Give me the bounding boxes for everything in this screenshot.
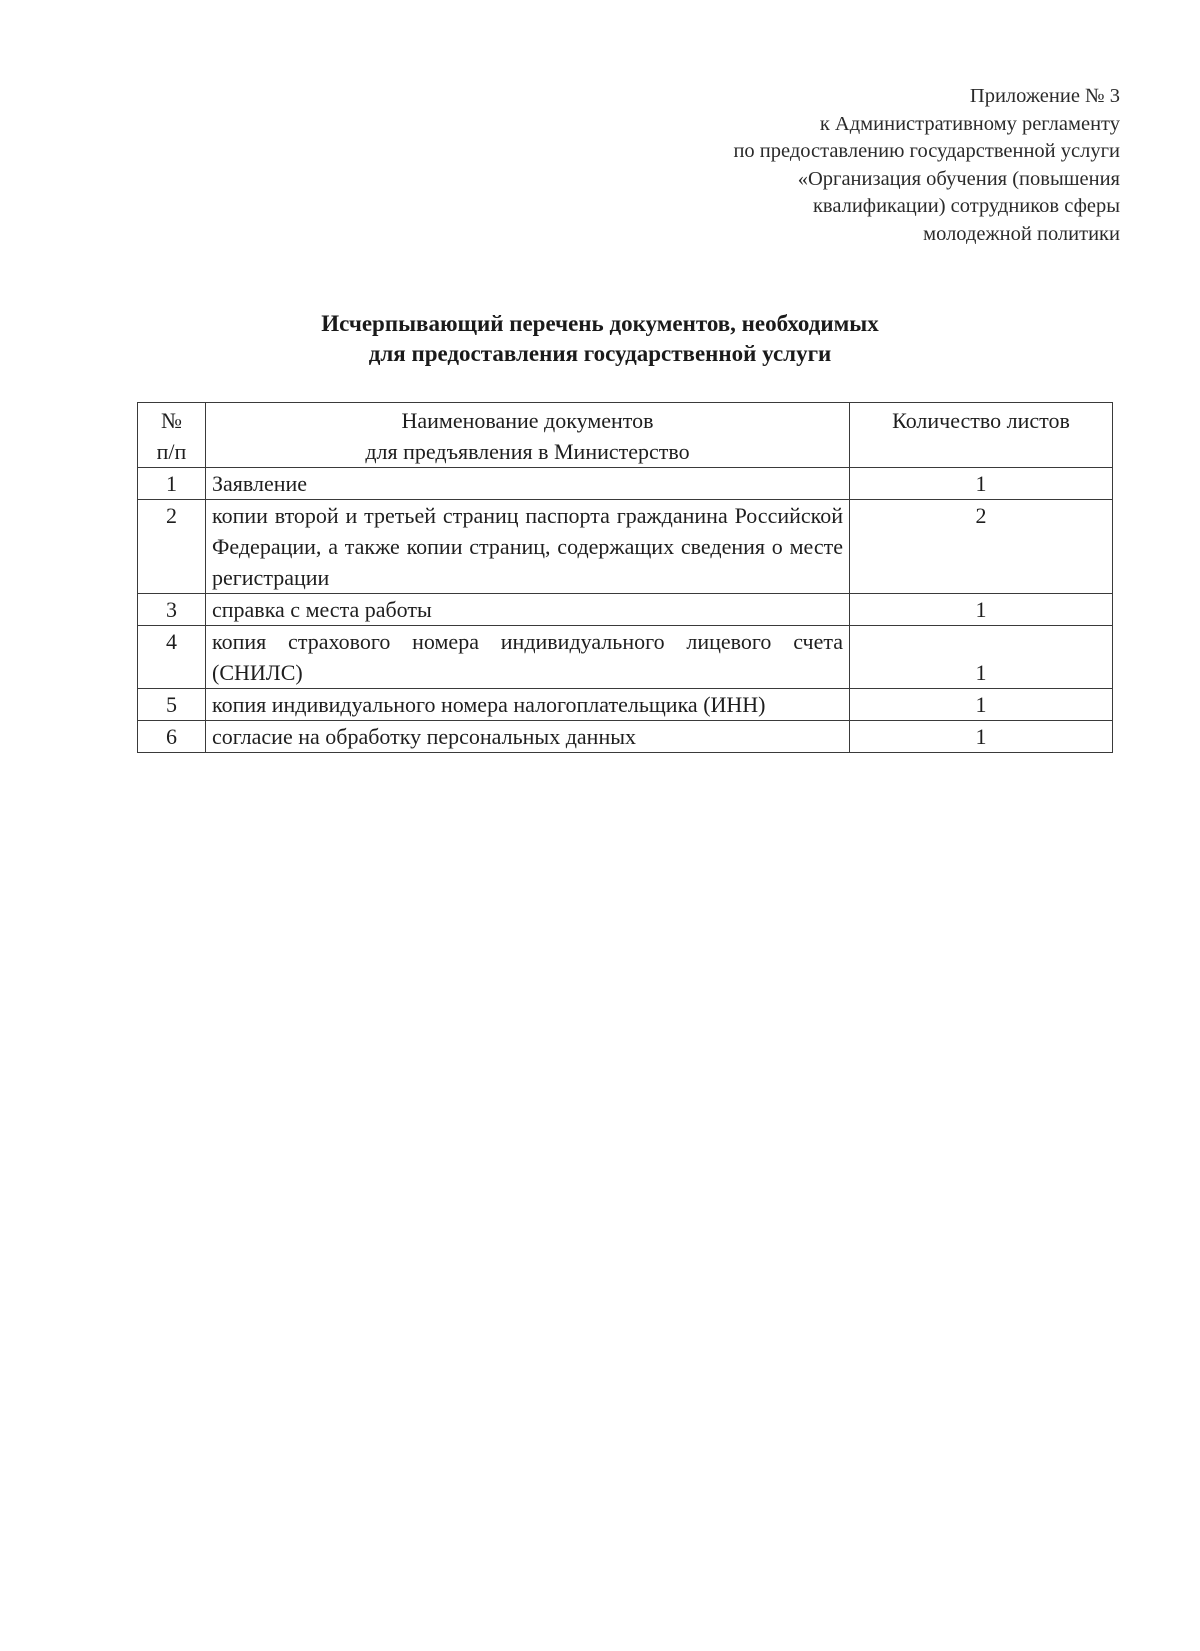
title-line-1: Исчерпывающий перечень документов, необходимых xyxy=(321,311,879,336)
document-title xyxy=(140,309,1060,369)
title-line-2: для предоставления государственной услуги xyxy=(368,341,832,366)
header-number xyxy=(138,403,206,468)
header-number-line-2: п/п xyxy=(156,439,187,464)
row-document-name: Заявление xyxy=(206,468,850,500)
table-row xyxy=(138,721,1113,753)
documents-table xyxy=(137,402,1113,753)
table-row xyxy=(138,500,1113,594)
appendix-line: молодежной политики xyxy=(923,222,1120,245)
row-document-name: копия индивидуального номера налогоплательщика (ИНН) xyxy=(206,689,850,721)
row-document-name: согласие на обработку персональных данных xyxy=(206,721,850,753)
header-name-line-1: Наименование документов xyxy=(401,408,654,433)
row-sheet-count: 1 xyxy=(850,626,1113,689)
row-number: 6 xyxy=(138,721,206,753)
row-number: 1 xyxy=(138,468,206,500)
row-document-name: справка с места работы xyxy=(206,594,850,626)
table-header-row xyxy=(138,403,1113,468)
header-name-line-2: для предъявления в Министерство xyxy=(365,439,690,464)
appendix-header xyxy=(560,83,1120,248)
appendix-line: к Административному регламенту xyxy=(819,112,1120,135)
row-number: 3 xyxy=(138,594,206,626)
header-name xyxy=(206,403,850,468)
appendix-line: Приложение № 3 xyxy=(969,85,1120,107)
row-sheet-count: 1 xyxy=(850,468,1113,500)
header-number-line-1: № xyxy=(161,408,182,433)
header-quantity: Количество листов xyxy=(850,403,1113,468)
table-row xyxy=(138,594,1113,626)
row-sheet-count: 2 xyxy=(850,500,1113,594)
row-number: 2 xyxy=(138,500,206,594)
row-sheet-count: 1 xyxy=(850,721,1113,753)
row-document-name: копия страхового номера индивидуального лицевого счета (СНИЛС) xyxy=(206,626,850,689)
table-row xyxy=(138,468,1113,500)
row-number: 4 xyxy=(138,626,206,689)
row-number: 5 xyxy=(138,689,206,721)
table-row xyxy=(138,626,1113,689)
row-sheet-count: 1 xyxy=(850,689,1113,721)
table-row xyxy=(138,689,1113,721)
row-sheet-count: 1 xyxy=(850,594,1113,626)
appendix-line: «Организация обучения (повышения xyxy=(797,167,1120,190)
row-document-name: копии второй и третьей страниц паспорта гражданина Российской Федерации, а также копии страниц, содержащих сведения о месте регистрации xyxy=(206,500,850,594)
appendix-line: по предоставлению государственной услуги xyxy=(733,140,1120,162)
appendix-line: квалификации) сотрудников сферы xyxy=(812,195,1120,217)
